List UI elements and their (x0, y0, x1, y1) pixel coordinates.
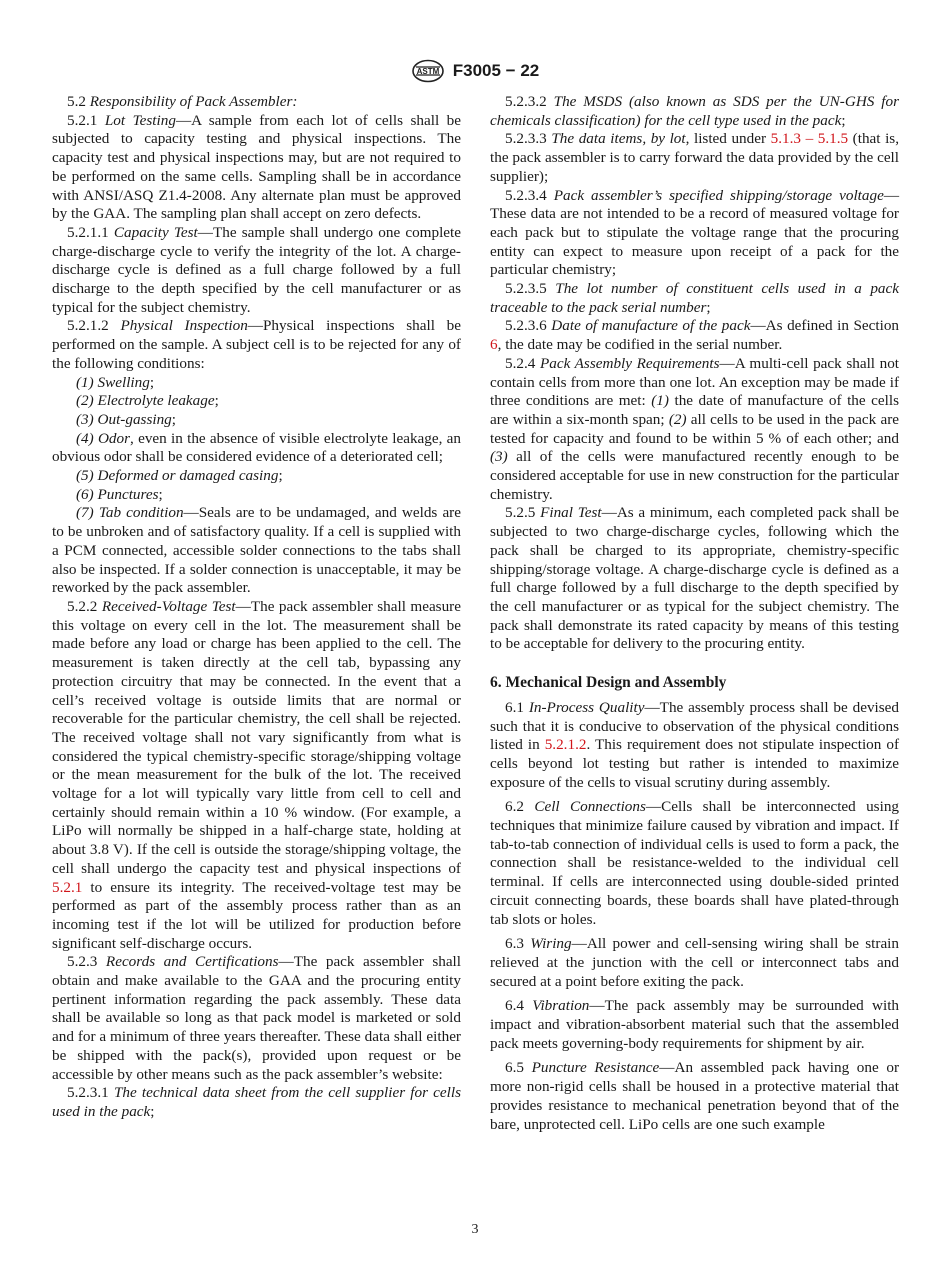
para-6-5: 6.5 Puncture Resistance—An assembled pack having one or more non-rigid cells shall be housed in a protective material that provides resistance to mechanical penetration beyond that of the bare, unprotected cell. LiPo cells are one such example (490, 1059, 899, 1133)
para-5-2-3: 5.2.3 Records and Certifications—The pack assembler shall obtain and make available to the GAA and the procuring entity pertinent information regarding the pack assembly. These data shall be available so long as that pack model is marketed or sold and for a minimum of three years thereafter. These data shall either be shipped with the pack(s), provided upon request or be accessible by other means such as the pack assembler’s website: (52, 953, 461, 1083)
document-id: F3005 − 22 (452, 61, 540, 80)
list-item: (5) Deformed or damaged casing; (76, 467, 283, 485)
para-5-2-5: 5.2.5 Final Test—As a minimum, each completed pack shall be subjected to two charge-discharge cycles, following which the pack shall be charged to its appropriate, chemistry-specific shipping/storage voltage. A charge-discharge cycle is defined as a full charge followed by a full discharge to the depth specified by the cell manufacturer or as typical for the subject chemistry. The pack shall demonstrate its rated capacity by means of this testing to be acceptable for delivery to the procuring entity. (490, 504, 900, 653)
list-item: (6) Punctures; (76, 485, 163, 503)
xref-link[interactable]: 5.2.1 (52, 878, 83, 896)
para-5-2-3-2: 5.2.3.2 The MSDS (also known as SDS per the UN-GHS for chemicals classification) for the cell type used in the pack; (490, 93, 899, 129)
list-item: (2) Electrolyte leakage; (76, 392, 219, 410)
para-5-2-3-5: 5.2.3.5 The lot number of constituent cells used in a pack traceable to the pack serial number; (490, 280, 900, 316)
list-item: (4) Odor, even in the absence of visible electrolyte leakage, an obvious odor shall be considered evidence of a deteriorated cell; (52, 429, 462, 466)
para-5-2-3-1: 5.2.3.1 The technical data sheet from the cell supplier for cells used in the pack; (52, 1084, 462, 1120)
para-6-1: 6.1 In-Process Quality—The assembly process shall be devised such that it is conducive to observation of the physical conditions listed in 5.2.1.2. This requirement does not stipulate inspection of cells beyond lot testing but rather is intended to maximize exposure of the cells to visual scrutiny during assembly. (490, 698, 899, 791)
para-5-2: 5.2 Responsibility of Pack Assembler: (67, 93, 298, 110)
para-5-2-1: 5.2.1 Lot Testing—A sample from each lot of cells shall be subjected to capacity testing and physical inspections. The capacity test and physical inspections may, but are not required to be performed on the same cells. Sampling shall be in accordance with ANSI/ASQ Z1.4-2008. Any alternate plan must be approved by the GAA. The sampling plan shall accept on zero defects. (52, 111, 461, 223)
right-column (490, 93, 899, 1134)
para-5-2-3-4: 5.2.3.4 Pack assembler’s specified shipping/storage voltage—These data are not intended to be a record of measured voltage for each pack but to stipulate the voltage range that the procuring entity can expect to measure upon receipt of a pack for the particular chemistry; (490, 186, 900, 279)
page-header (0, 58, 950, 84)
left-column (52, 93, 461, 1122)
para-6-4: 6.4 Vibration—The pack assembly may be surrounded with impact and vibration-absorbent material such that the assembled pack meets governing-body requirements for shipment by air. (490, 997, 900, 1052)
para-6-3: 6.3 Wiring—All power and cell-sensing wiring shall be strain relieved at the junction with the cell or interconnect tabs and secured at a point before exiting the pack. (490, 935, 899, 990)
para-5-2-1-2: 5.2.1.2 Physical Inspection—Physical inspections shall be performed on the sample. A subject cell is to be rejected for any of the following conditions: (52, 317, 461, 372)
para-6-2: 6.2 Cell Connections—Cells shall be interconnected using techniques that minimize failure caused by vibration and impact. If tab-to-tab connection of individual cells is used to form a pack, the connection shall be resistance-welded to the individual cell terminal. If cells are interconnected using double-sided printed circuit connecting boards, these boards shall have plated-through tab slots or holes. (490, 798, 900, 928)
list-item: (1) Swelling; (76, 373, 155, 391)
page-number: 3 (471, 1222, 479, 1237)
xref-link[interactable]: 6 (490, 336, 498, 354)
svg-text:ASTM: ASTM (416, 67, 440, 76)
xref-link[interactable]: 5.1.3 – 5.1.5 (770, 130, 849, 148)
list-item: (3) Out-gassing; (76, 410, 176, 428)
section-heading: 6. Mechanical Design and Assembly (490, 674, 727, 692)
para-5-2-1-1: 5.2.1.1 Capacity Test—The sample shall undergo one complete charge-discharge cycle to verify the integrity of the lot. A charge-discharge cycle is defined as a full charge followed by a full discharge to the depth specified by the cell manufacturer or as typical for the subject chemistry. (52, 223, 461, 316)
list-item: (7) Tab condition—Seals are to be undamaged, and welds are to be unbroken and of satisfactory quality. If a cell is supplied with a PCM connected, accessible solder connections to the tabs shall also be inspected. If a solder connection is unacceptable, it may be reworked by the pack assembler. (52, 504, 461, 597)
para-5-2-2: 5.2.2 Received-Voltage Test—The pack assembler shall measure this voltage on every cell in the lot. The measurement shall be made before any load or charge has been applied to the cell. The measurement is taken directly at the cell tab, bypassing any protection circuitry that may be connected. In the event that a cell’s received voltage is outside limits that are normal or recoverable for the particular chemistry, the cell shall be rejected. The received voltage shall not vary significantly from what is considered the typical chemistry-specific storage/shipping voltage or the mean measurement for the bulk of the lot. The received voltage for a lot will typically vary little from cell to cell and certainly should remain within a 10 % window. (For example, a LiPo will normally be shipped in a half-charge state, holding at about 3.8 V). If the cell is outside the storage/shipping voltage, the cell shall undergo the capacity test and physical inspections of 5.2.1 to ensure its integrity. The received-voltage test may be performed as part of the assembly process rather than as an incoming test if the lot will be utilized for production before significant self-discharge occurs. (52, 597, 461, 952)
xref-link[interactable]: 5.2.1.2 (544, 736, 587, 754)
para-5-2-3-3: 5.2.3.3 The data items, by lot, listed under 5.1.3 – 5.1.5 (that is, the pack assembler is to carry forward the data provided by the cell supplier); (490, 130, 900, 185)
para-5-2-4: 5.2.4 Pack Assembly Requirements—A multi-cell pack shall not contain cells from more than one lot. An exception may be made if three conditions are met: (1) the date of manufacture of the cells are within a six-month span; (2) all cells to be used in the pack are tested for capacity and found to be within 5 % of each other; and (3) all of the cells were manufactured recently enough to be considered acceptable for use in new construction for the particular chemistry. (490, 354, 900, 503)
astm-logo-icon (411, 59, 445, 83)
para-5-2-3-6: 5.2.3.6 Date of manufacture of the pack—As defined in Section 6, the date may be codified in the serial number. (490, 317, 900, 354)
